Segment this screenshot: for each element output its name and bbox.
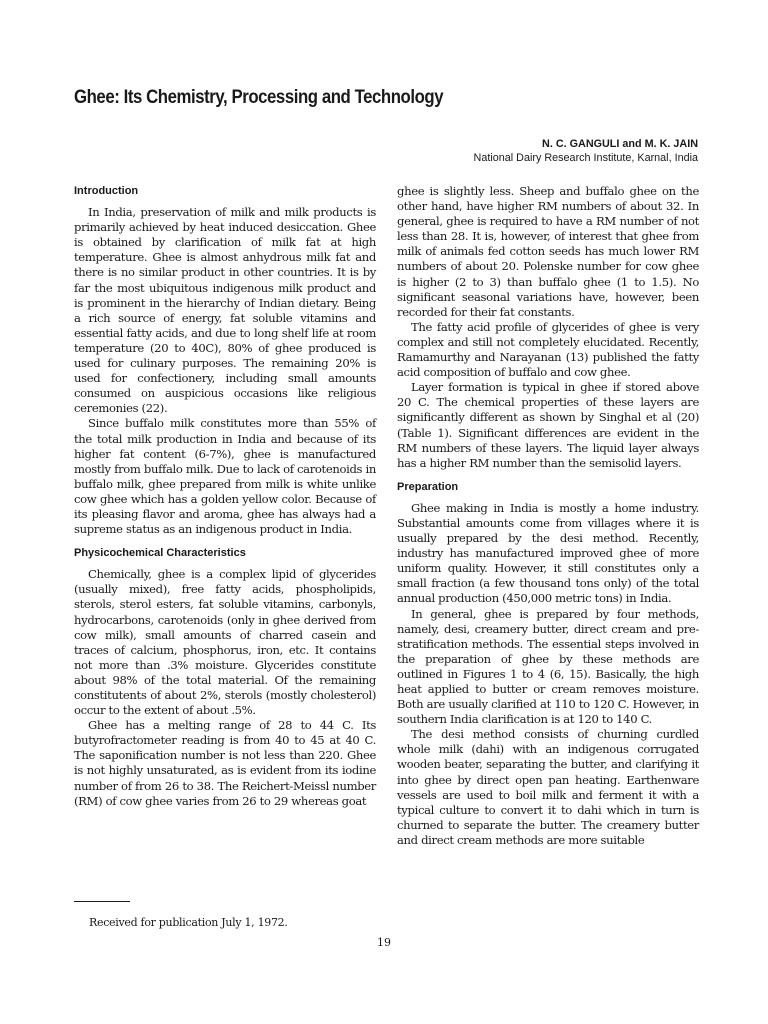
- physicochemical-paragraph-5: Layer formation is typical in ghee if stored above 20 C. The chemical properties of these layers are significantly different as shown by Singhal et al (20) (Table 1). Significant differences are evident in the RM numbers of these layers. The liquid layer always has a higher RM number than the semisolid layers.: [397, 380, 699, 470]
- section-heading-preparation: Preparation: [397, 480, 459, 493]
- right-column: [397, 184, 699, 848]
- intro-paragraph-2: Since buffalo milk constitutes more than 55% of the total milk production in India and because of its higher fat content (6-7%), ghee is manufactured mostly from buffalo milk. Due to lack of carotenoids in buffalo milk, ghee prepared from milk is white unlike cow ghee which has a golden yellow color. Because of its pleasing flavor and aroma, ghee has always had a supreme status as an indigenous product in India.: [74, 416, 376, 537]
- physicochemical-paragraph-2: Ghee has a melting range of 28 to 44 C. Its butyrofractometer reading is from 40 to 45 at 40 C. The saponification number is not less than 220. Ghee is not highly unsaturated, as is evident from its iodine number of from 26 to 38. The Reichert-Meissl number (RM) of cow ghee varies from 26 to 29 whereas goat: [74, 718, 376, 808]
- intro-paragraph-1: In India, preservation of milk and milk products is primarily achieved by heat induced desiccation. Ghee is obtained by clarification of milk fat at high temperature. Ghee is almost anhydrous milk fat and there is no similar product in other countries. It is by far the most ubiquitous indigenous milk product and is prominent in the hierarchy of Indian dietary. Being a rich source of energy, fat soluble vitamins and essential fatty acids, and due to long shelf life at room temperature (20 to 40C), 80% of ghee produced is used for culinary purposes. The remaining 20% is used for confectionery, including small amounts consumed on auspicious occasions like religious ceremonies (22).: [74, 205, 376, 416]
- footnote: Received for publication July 1, 1972.: [89, 916, 288, 929]
- author-names: N. C. GANGULI and M. K. JAIN: [542, 138, 698, 150]
- section-heading-physicochemical: Physicochemical Characteristics: [74, 547, 246, 560]
- preparation-paragraph-2: In general, ghee is prepared by four methods, namely, desi, creamery butter, direct cream and pre-stratification methods. The essential steps involved in the preparation of ghee by these methods are outlined in Figures 1 to 4 (6, 15). Basically, the high heat applied to butter or cream removes moisture. Both are usually clarified at 110 to 120 C. However, in southern India clarification is at 120 to 140 C.: [397, 606, 699, 727]
- affiliation: National Dairy Research Institute, Karnal, India: [473, 152, 698, 164]
- preparation-paragraph-1: Ghee making in India is mostly a home industry. Substantial amounts come from villages where it is usually prepared by the desi method. Recently, industry has manufactured improved ghee of more uniform quality. However, it still constitutes only a small fraction (a few thousand tons only) of the total annual production (450,000 metric tons) in India.: [397, 500, 699, 606]
- physicochemical-paragraph-1: Chemically, ghee is a complex lipid of glycerides (usually mixed), free fatty acids, phospholipids, sterols, sterol esters, fat soluble vitamins, carbonyls, hydrocarbons, carotenoids (only in ghee derived from cow milk), small amounts of charred casein and traces of calcium, phosphorus, iron, etc. It contains not more than .3% moisture. Glycerides constitute about 98% of the total material. Of the remaining constitutents of about 2%, sterols (mostly cholesterol) occur to the extent of about .5%.: [74, 567, 376, 718]
- physicochemical-paragraph-4: The fatty acid profile of glycerides of ghee is very complex and still not completely elucidated. Recently, Ramamurthy and Narayanan (13) published the fatty acid composition of buffalo and cow ghee.: [397, 319, 699, 380]
- section-heading-introduction: Introduction: [74, 185, 139, 197]
- paper-title: Ghee: Its Chemistry, Processing and Technology: [74, 86, 444, 108]
- author-block: [298, 137, 698, 165]
- page-number: 19: [377, 936, 391, 949]
- preparation-paragraph-3: The desi method consists of churning curdled whole milk (dahi) with an indigenous corrugated wooden beater, separating the butter, and clarifying it into ghee by direct open pan heating. Earthenware vessels are used to boil milk and ferment it with a typical culture to convert it to dahi which in turn is churned to separate the butter. The creamery butter and direct cream methods are more suitable: [397, 727, 699, 847]
- left-column: [74, 184, 376, 809]
- physicochemical-paragraph-3: ghee is slightly less. Sheep and buffalo ghee on the other hand, have higher RM numbers of about 32. In general, ghee is required to have a RM number of not less than 28. It is, however, of interest that ghee from milk of animals fed cotton seeds has much lower RM numbers of about 20. Polenske number for cow ghee is higher (2 to 3) than buffalo ghee (1 to 1.5). No significant seasonal variations have, however, been recorded for their fat constants.: [397, 184, 699, 319]
- footnote-rule: [74, 901, 130, 902]
